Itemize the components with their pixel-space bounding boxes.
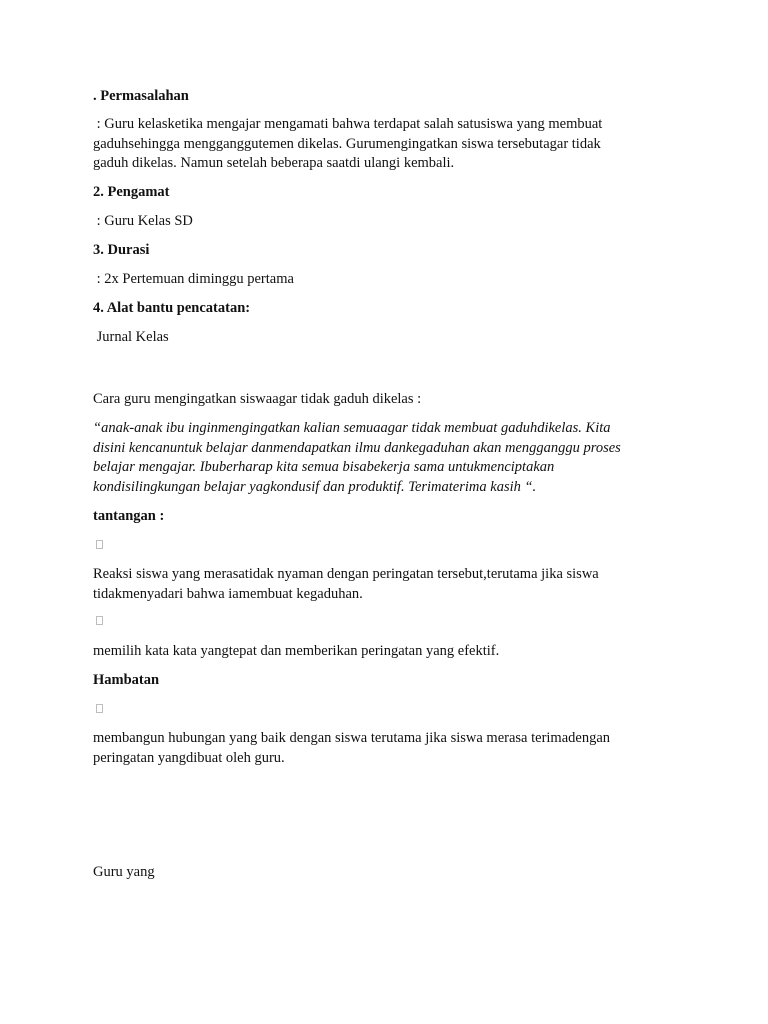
heading-alat-bantu: 4. Alat bantu pencatatan: xyxy=(93,300,251,316)
hambatan-item-1-line-2: peringatan yangdibuat oleh guru. xyxy=(93,749,285,766)
heading-permasalahan: . Permasalahan xyxy=(93,88,189,104)
permasalahan-line-3: gaduh dikelas. Namun setelah beberapa saatdi ulangi kembali. xyxy=(93,155,455,171)
tantangan-item-1-line-2: tidakmenyadari bahwa iamembuat kegaduhan. xyxy=(93,585,363,602)
quote-line-3: belajar mengajar. Ibuberharap kita semua bisabekerja sama untukmenciptakan xyxy=(93,459,555,475)
permasalahan-line-2: gaduhsehingga mengganggutemen dikelas. Gurumengingatkan siswa tersebutagar tidak xyxy=(93,135,601,152)
heading-hambatan: Hambatan xyxy=(93,672,160,688)
heading-durasi: 3. Durasi xyxy=(93,242,150,258)
tantangan-item-2: memilih kata kata yangtepat dan memberikan peringatan yang efektif. xyxy=(93,643,500,659)
tantangan-item-1-line-1: Reaksi siswa yang merasatidak nyaman dengan peringatan tersebut,terutama jika siswa xyxy=(93,566,599,582)
value-pengamat: : Guru Kelas SD xyxy=(93,213,193,229)
permasalahan-line-1: : Guru kelasketika mengajar mengamati bahwa terdapat salah satusiswa yang membuat xyxy=(93,116,603,132)
bullet-box-icon xyxy=(96,704,103,713)
quote-line-2: disini kencanuntuk belajar danmendapatkan ilmu dankegaduhan akan mengganggu proses xyxy=(93,439,621,456)
quote-line-4: kondisilingkungan belajar yagkondusif dan produktif. Terimaterima kasih “. xyxy=(93,478,537,495)
footer-text: Guru yang xyxy=(93,864,155,880)
bullet-box-icon xyxy=(96,616,103,625)
quote-line-1: “anak-anak ibu inginmengingatkan kalian semuaagar tidak membuat gaduhdikelas. Kita xyxy=(93,420,611,436)
value-durasi: : 2x Pertemuan diminggu pertama xyxy=(93,271,294,287)
teacher-quote xyxy=(93,419,683,497)
cara-intro: Cara guru mengingatkan siswaagar tidak gaduh dikelas : xyxy=(93,391,422,407)
paragraph-permasalahan xyxy=(93,115,683,174)
value-alat-bantu: Jurnal Kelas xyxy=(93,329,169,345)
heading-tantangan: tantangan : xyxy=(93,508,165,524)
hambatan-item-1 xyxy=(93,729,683,768)
bullet-box-icon xyxy=(96,540,103,549)
tantangan-item-1 xyxy=(93,565,683,604)
hambatan-item-1-line-1: membangun hubungan yang baik dengan siswa terutama jika siswa merasa terimadengan xyxy=(93,730,611,746)
heading-pengamat: 2. Pengamat xyxy=(93,184,170,200)
